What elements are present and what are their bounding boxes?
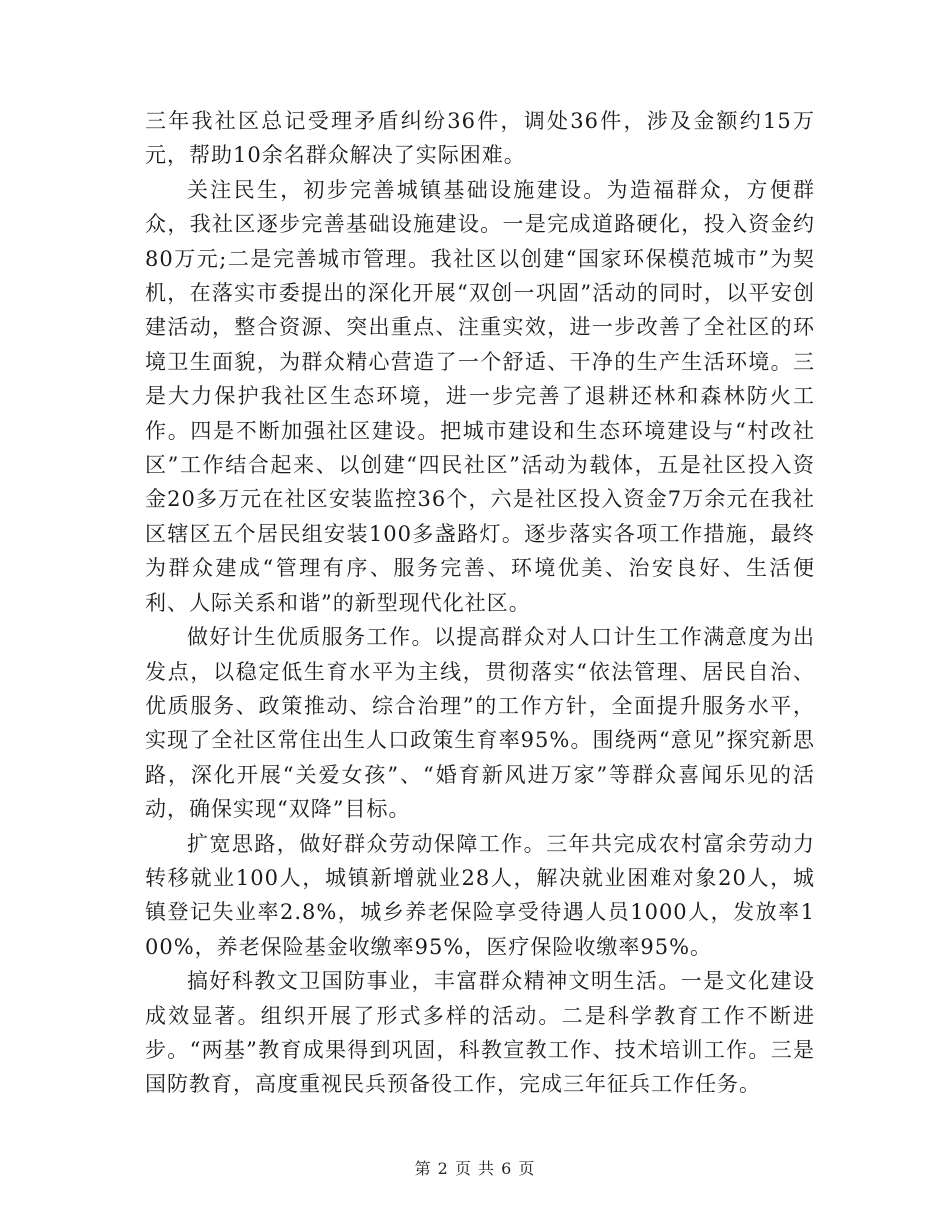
paragraph-education-defense: 搞好科教文卫国防事业，丰富群众精神文明生活。一是文化建设成效显著。组织开展了形式多样的活动。二是科学教育工作不断进步。“两基”教育成果得到巩固，科教宣教工作、技术培训工作。三是国防教育，高度重视民兵预备役工作，完成三年征兵工作任务。 [145,969,815,1097]
paragraph-labor-security: 扩宽思路，做好群众劳动保障工作。三年共完成农村富余劳动力转移就业100人，城镇新增就业28人，解决就业困难对象20人，城镇登记失业率2.8%，城乡养老保险享受待遇人员1000人，发放率100%，养老保险基金收缴率95%，医疗保险收缴率95%。 [145,831,815,959]
document-body [145,104,815,1102]
paragraph-infrastructure: 关注民生，初步完善城镇基础设施建设。为造福群众，方便群众，我社区逐步完善基础设施建设。一是完成道路硬化，投入资金约80万元;二是完善城市管理。我社区以创建“国家环保模范城市”为契机，在落实市委提出的深化开展“双创一巩固”活动的同时，以平安创建活动，整合资源、突出重点、注重实效，进一步改善了全社区的环境卫生面貌，为群众精心营造了一个舒适、干净的生产生活环境。三是大力保护我社区生态环境，进一步完善了退耕还林和森林防火工作。四是不断加强社区建设。把城市建设和生态环境建设与“村改社区”工作结合起来、以创建“四民社区”活动为载体，五是社区投入资金20多万元在社区安装监控36个，六是社区投入资金7万余元在我社区辖区五个居民组安装100多盏路灯。逐步落实各项工作措施，最终为群众建成“管理有序、服务完善、环境优美、治安良好、生活便利、人际关系和谐”的新型现代化社区。 [145,177,815,615]
paragraph-dispute-mediation: 三年我社区总记受理矛盾纠纷36件，调处36件，涉及金额约15万元，帮助10余名群众解决了实际困难。 [145,109,815,168]
page-number-footer: 第 2 页 共 6 页 [414,1159,536,1178]
paragraph-family-planning: 做好计生优质服务工作。以提高群众对人口计生工作满意度为出发点，以稳定低生育水平为主线，贯彻落实“依法管理、居民自治、优质服务、政策推动、综合治理”的工作方针，全面提升服务水平，实现了全社区常住出生人口政策生育率95%。围绕两“意见”探究新思路，深化开展“关爱女孩”、“婚育新风进万家”等群众喜闻乐见的活动，确保实现“双降”目标。 [145,625,815,822]
